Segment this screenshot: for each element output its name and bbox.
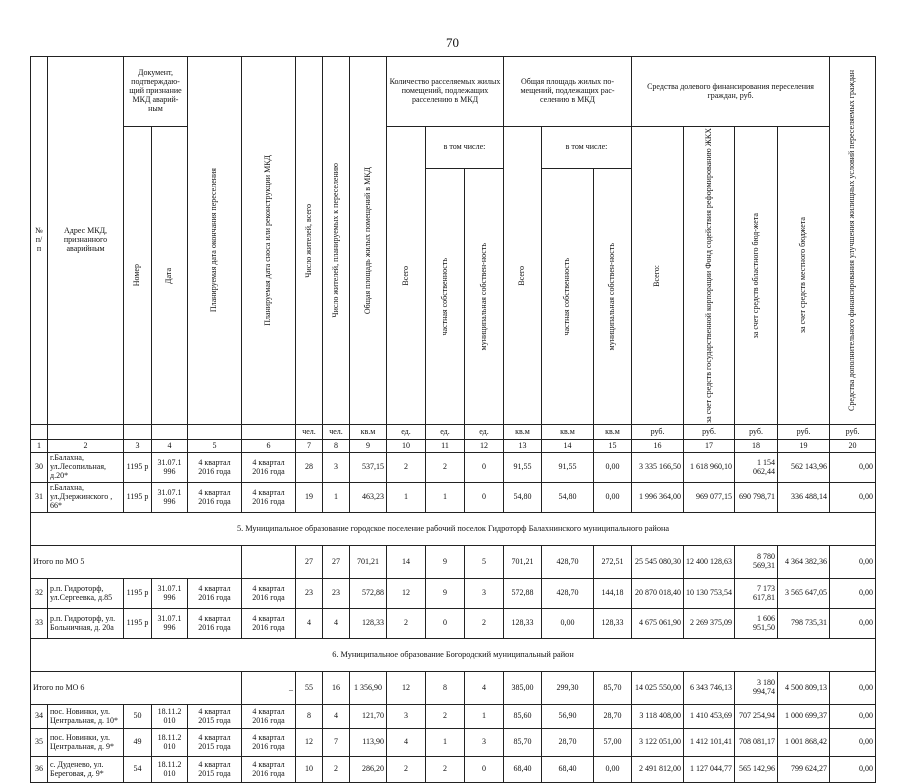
table-cell: 4 [387, 729, 426, 757]
header-extra: Средства дополнительного финансирования улучшения жилищных условий переселяемых граждан [830, 57, 876, 425]
header-funds: Средства долевого финансирования переселения граждан, руб. [632, 57, 830, 127]
total-cell: 0,00 [830, 546, 876, 579]
table-cell: 798 735,31 [778, 609, 830, 639]
table-cell: 1 412 101,41 [684, 729, 735, 757]
header-funds-total: Всего: [632, 127, 684, 425]
column-number-cell: 3 [124, 440, 152, 453]
total-cell: 5 [465, 546, 504, 579]
total-cell: 25 545 080,30 [632, 546, 684, 579]
total-cell: 4 500 809,13 [778, 672, 830, 705]
unit-cell: руб. [632, 425, 684, 440]
table-cell: 2 491 812,00 [632, 757, 684, 783]
table-cell: 144,18 [594, 579, 632, 609]
table-cell: 463,23 [350, 483, 387, 513]
table-cell: 4 квартал 2015 года [188, 705, 242, 729]
address-cell: г.Балахна, ул.Дзержинского , 66* [48, 483, 124, 513]
header-area-including: в том числе: [542, 127, 632, 169]
table-cell: 128,33 [594, 609, 632, 639]
table-row [31, 705, 876, 729]
total-cell: 55 [296, 672, 323, 705]
header-fund-gk: за счет средств государственной корпорации Фонд содействия реформированию ЖКХ [684, 127, 735, 425]
table-cell: 19 [296, 483, 323, 513]
header-address: Адрес МКД, признанного аварийным [48, 57, 124, 425]
unit-cell [124, 425, 152, 440]
table-cell: 20 870 018,40 [632, 579, 684, 609]
table-cell: 3 [465, 579, 504, 609]
total-cell: 14 [387, 546, 426, 579]
table-body [31, 453, 876, 783]
table-cell: 2 269 375,09 [684, 609, 735, 639]
total-cell: 14 025 550,00 [632, 672, 684, 705]
table-cell: 286,20 [350, 757, 387, 783]
total-cell: 701,21 [504, 546, 542, 579]
table-cell: 9 [426, 579, 465, 609]
column-number-cell: 10 [387, 440, 426, 453]
unit-cell: ед. [465, 425, 504, 440]
header-area-total: Всего [504, 127, 542, 425]
unit-cell: руб. [830, 425, 876, 440]
table-cell: 23 [323, 579, 350, 609]
unit-cell: кв.м [350, 425, 387, 440]
unit-cell: чел. [296, 425, 323, 440]
total-cell: 428,70 [542, 546, 594, 579]
table-cell: 1 [426, 483, 465, 513]
row-number: 36 [31, 757, 48, 783]
table-cell: 3 [465, 729, 504, 757]
total-row [31, 546, 876, 579]
table-cell: 0,00 [830, 483, 876, 513]
unit-cell: чел. [323, 425, 350, 440]
table-cell: 49 [124, 729, 152, 757]
column-number-cell: 14 [542, 440, 594, 453]
table-cell: 3 122 051,00 [632, 729, 684, 757]
address-cell: пос. Новинки, ул. Центральная, д. 9* [48, 729, 124, 757]
total-cell: 9 [426, 546, 465, 579]
unit-cell: ед. [387, 425, 426, 440]
resettlement-table [30, 56, 876, 783]
table-cell: 4 квартал 2016 года [188, 453, 242, 483]
header-rooms-private: частная собственность [426, 168, 465, 424]
table-cell: 85,60 [504, 705, 542, 729]
table-cell: 1 618 960,10 [684, 453, 735, 483]
column-number-cell: 9 [350, 440, 387, 453]
table-cell: 1 [426, 729, 465, 757]
column-number-cell: 20 [830, 440, 876, 453]
table-cell: 4 квартал 2016 года [188, 609, 242, 639]
total-cell: 701,21 [350, 546, 387, 579]
table-cell: 4 квартал 2015 года [188, 757, 242, 783]
table-cell: 0,00 [594, 453, 632, 483]
header-area-municipal: муниципальная собствен-ность [594, 168, 632, 424]
table-cell: 10 [296, 757, 323, 783]
table-cell: 4 квартал 2016 года [242, 483, 296, 513]
table-cell: 1 154 062,44 [735, 453, 778, 483]
table-cell: 0 [465, 757, 504, 783]
table-cell: 2 [387, 757, 426, 783]
section-row [31, 639, 876, 672]
table-cell: 18.11.2 010 [152, 729, 188, 757]
table-cell: 4 квартал 2016 года [188, 483, 242, 513]
column-number-cell: 4 [152, 440, 188, 453]
table-cell: 4 квартал 2016 года [242, 757, 296, 783]
address-cell: г.Балахна, ул.Лесопильная, д.20* [48, 453, 124, 483]
column-number-cell: 12 [465, 440, 504, 453]
table-cell: 4 квартал 2016 года [188, 579, 242, 609]
table-cell: 0,00 [594, 483, 632, 513]
row-number: 35 [31, 729, 48, 757]
table-cell: 54,80 [542, 483, 594, 513]
table-cell: 91,55 [504, 453, 542, 483]
table-cell: 0,00 [830, 453, 876, 483]
table-cell: 68,40 [542, 757, 594, 783]
table-cell: 0 [465, 483, 504, 513]
table-cell: 1 [387, 483, 426, 513]
total-cell: 299,30 [542, 672, 594, 705]
table-cell: 0,00 [830, 705, 876, 729]
table-cell: 91,55 [542, 453, 594, 483]
section-title: 5. Муниципальное образование городское поселение рабочий поселок Гидроторф Балахнинского муниципального района [31, 513, 876, 546]
table-row [31, 453, 876, 483]
unit-cell: руб. [684, 425, 735, 440]
table-cell: 690 798,71 [735, 483, 778, 513]
table-cell: 565 142,96 [735, 757, 778, 783]
column-number-cell: 2 [48, 440, 124, 453]
table-cell: 18.11.2 010 [152, 705, 188, 729]
table-cell: 537,15 [350, 453, 387, 483]
header-fund-regional: за счет средств областного бюд-жета [735, 127, 778, 425]
header-total-area: Общая площадь жилых помещений в МКД [350, 57, 387, 425]
total-cell: 1 356,90 [350, 672, 387, 705]
table-cell: 1 996 364,00 [632, 483, 684, 513]
header-doc-number: Номер [124, 127, 152, 425]
table-cell: 8 [296, 705, 323, 729]
table-row [31, 729, 876, 757]
table-cell: 708 081,17 [735, 729, 778, 757]
unit-cell [242, 425, 296, 440]
column-number-cell: 17 [684, 440, 735, 453]
table-cell: 3 335 166,50 [632, 453, 684, 483]
table-cell: 57,00 [594, 729, 632, 757]
total-cell: 3 180 994,74 [735, 672, 778, 705]
table-cell: 0,00 [830, 609, 876, 639]
total-dash-cell [242, 546, 296, 579]
table-cell: 1 606 951,50 [735, 609, 778, 639]
unit-cell [31, 425, 48, 440]
total-cell: 272,51 [594, 546, 632, 579]
table-cell: 2 [387, 609, 426, 639]
table-cell: 4 квартал 2016 года [242, 453, 296, 483]
table-cell: 2 [426, 453, 465, 483]
header-document: Документ, подтверждаю-щий признание МКД аварий-ным [124, 57, 188, 127]
table-cell: 799 624,27 [778, 757, 830, 783]
total-cell: 4 364 382,36 [778, 546, 830, 579]
total-cell: 85,70 [594, 672, 632, 705]
unit-cell: кв.м [594, 425, 632, 440]
table-cell: 3 [387, 705, 426, 729]
table-cell: 31.07.1 996 [152, 483, 188, 513]
table-cell: 3 565 647,05 [778, 579, 830, 609]
table-cell: 0,00 [830, 579, 876, 609]
table-cell: 0 [426, 609, 465, 639]
table-cell: 0 [465, 453, 504, 483]
table-cell: 969 077,15 [684, 483, 735, 513]
section-title: 6. Муниципальное образование Богородский муниципальный район [31, 639, 876, 672]
header-rooms-total: Всего [387, 127, 426, 425]
unit-cell [48, 425, 124, 440]
table-cell: 28 [296, 453, 323, 483]
table-cell: 28,70 [542, 729, 594, 757]
column-number-cell: 6 [242, 440, 296, 453]
table-cell: 12 [387, 579, 426, 609]
table-row [31, 609, 876, 639]
total-cell: 27 [323, 546, 350, 579]
table-cell: 0,00 [830, 757, 876, 783]
table-cell: 56,90 [542, 705, 594, 729]
table-cell: 562 143,96 [778, 453, 830, 483]
header-rooms-count: Количество расселяемых жилых помещений, подлежащих расселению в МКД [387, 57, 504, 127]
table-cell: 2 [426, 757, 465, 783]
table-cell: 2 [426, 705, 465, 729]
page-number: 70 [446, 35, 459, 50]
total-cell: 12 400 128,63 [684, 546, 735, 579]
total-cell: 0,00 [830, 672, 876, 705]
unit-cell: ед. [426, 425, 465, 440]
table-cell: 0,00 [830, 729, 876, 757]
table-cell: 31.07.1 996 [152, 453, 188, 483]
table-cell: 572,88 [504, 579, 542, 609]
total-cell: 4 [465, 672, 504, 705]
table-row [31, 483, 876, 513]
table-cell: 10 130 753,54 [684, 579, 735, 609]
table-cell: 3 [323, 453, 350, 483]
column-number-cell: 7 [296, 440, 323, 453]
table-cell: 4 [323, 705, 350, 729]
table-cell: 1195 р [124, 453, 152, 483]
total-row [31, 672, 876, 705]
table-cell: 4 квартал 2016 года [242, 609, 296, 639]
column-number-cell: 18 [735, 440, 778, 453]
row-number: 30 [31, 453, 48, 483]
unit-cell: кв.м [504, 425, 542, 440]
column-number-cell: 5 [188, 440, 242, 453]
table-cell: 336 488,14 [778, 483, 830, 513]
column-number-cell: 19 [778, 440, 830, 453]
table-cell: 4 квартал 2016 года [242, 579, 296, 609]
total-cell: 12 [387, 672, 426, 705]
table-cell: 18.11.2 010 [152, 757, 188, 783]
header-fund-local: за счет средств местного бюджета [778, 127, 830, 425]
total-dash-cell: _ [242, 672, 296, 705]
section-row [31, 513, 876, 546]
header-planned-end: Планируемая дата окончания переселения [188, 57, 242, 425]
total-cell: 8 780 569,31 [735, 546, 778, 579]
column-number-cell: 1 [31, 440, 48, 453]
table-cell: 31.07.1 996 [152, 609, 188, 639]
unit-cell: руб. [735, 425, 778, 440]
header-area-private: частная собственность [542, 168, 594, 424]
table-cell: 572,88 [350, 579, 387, 609]
column-number-cell: 11 [426, 440, 465, 453]
table-cell: 0,00 [542, 609, 594, 639]
total-cell: 27 [296, 546, 323, 579]
units-row [31, 425, 876, 440]
table-cell: 4 675 061,90 [632, 609, 684, 639]
table-cell: 31.07.1 996 [152, 579, 188, 609]
table-cell: 428,70 [542, 579, 594, 609]
header-residents-total: Число жителей, всего [296, 57, 323, 425]
table-cell: 0,00 [594, 757, 632, 783]
table-cell: 2 [465, 609, 504, 639]
table-cell: 4 квартал 2015 года [188, 729, 242, 757]
unit-cell [152, 425, 188, 440]
unit-cell [188, 425, 242, 440]
table-cell: 1195 р [124, 579, 152, 609]
unit-cell: руб. [778, 425, 830, 440]
header-area-group: Общая площадь жилых по-мещений, подлежащих рас-селению в МКД [504, 57, 632, 127]
column-number-cell: 8 [323, 440, 350, 453]
table-cell: 68,40 [504, 757, 542, 783]
table-cell: 4 квартал 2016 года [242, 705, 296, 729]
table-cell: 4 квартал 2016 года [242, 729, 296, 757]
table-cell: 2 [323, 757, 350, 783]
table-cell: 1 000 699,37 [778, 705, 830, 729]
table-cell: 23 [296, 579, 323, 609]
header-residents-planned: Число жителей, планируемых к переселению [323, 57, 350, 425]
address-cell: с. Дуденево, ул. Береговая, д. 9* [48, 757, 124, 783]
table-cell: 54 [124, 757, 152, 783]
table-cell: 12 [296, 729, 323, 757]
table-cell: 128,33 [350, 609, 387, 639]
table-cell: 1 001 868,42 [778, 729, 830, 757]
column-number-cell: 15 [594, 440, 632, 453]
table-row [31, 757, 876, 783]
total-cell: 6 343 746,13 [684, 672, 735, 705]
total-cell: 385,00 [504, 672, 542, 705]
table-cell: 4 [296, 609, 323, 639]
column-number-cell: 16 [632, 440, 684, 453]
table-cell: 50 [124, 705, 152, 729]
total-label: Итого по МО 5 [31, 546, 242, 579]
table-cell: 7 [323, 729, 350, 757]
row-number: 34 [31, 705, 48, 729]
table-cell: 4 [323, 609, 350, 639]
total-label: Итого по МО 6 [31, 672, 242, 705]
row-number: 33 [31, 609, 48, 639]
table-cell: 707 254,94 [735, 705, 778, 729]
address-cell: пос. Новинки, ул. Центральная, д. 10* [48, 705, 124, 729]
table-cell: 7 173 617,81 [735, 579, 778, 609]
table-cell: 54,80 [504, 483, 542, 513]
address-cell: р.п. Гидроторф, ул. Больничная, д. 20а [48, 609, 124, 639]
row-number: 31 [31, 483, 48, 513]
table-cell: 1195 р [124, 609, 152, 639]
table-cell: 1 [465, 705, 504, 729]
header-rooms-municipal: муниципальная собствен-ность [465, 168, 504, 424]
header-num: № п/ п [31, 57, 48, 425]
table-cell: 1195 р [124, 483, 152, 513]
table-cell: 1 410 453,69 [684, 705, 735, 729]
total-cell: 8 [426, 672, 465, 705]
table-cell: 3 118 408,00 [632, 705, 684, 729]
table-cell: 113,90 [350, 729, 387, 757]
table-cell: 1 127 044,77 [684, 757, 735, 783]
row-number: 32 [31, 579, 48, 609]
header-doc-date: Дата [152, 127, 188, 425]
total-cell: 16 [323, 672, 350, 705]
table-cell: 85,70 [504, 729, 542, 757]
header-planned-demolition: Планируемая дата сноса или реконструкции МКД [242, 57, 296, 425]
table-cell: 2 [387, 453, 426, 483]
address-cell: р.п. Гидроторф, ул.Сергеевка, д.85 [48, 579, 124, 609]
table-cell: 121,70 [350, 705, 387, 729]
column-numbers-row [31, 440, 876, 453]
table-cell: 128,33 [504, 609, 542, 639]
table-row [31, 579, 876, 609]
table-cell: 1 [323, 483, 350, 513]
column-number-cell: 13 [504, 440, 542, 453]
unit-cell: кв.м [542, 425, 594, 440]
table-cell: 28,70 [594, 705, 632, 729]
table-header [31, 57, 876, 453]
header-rooms-including: в том числе: [426, 127, 504, 169]
